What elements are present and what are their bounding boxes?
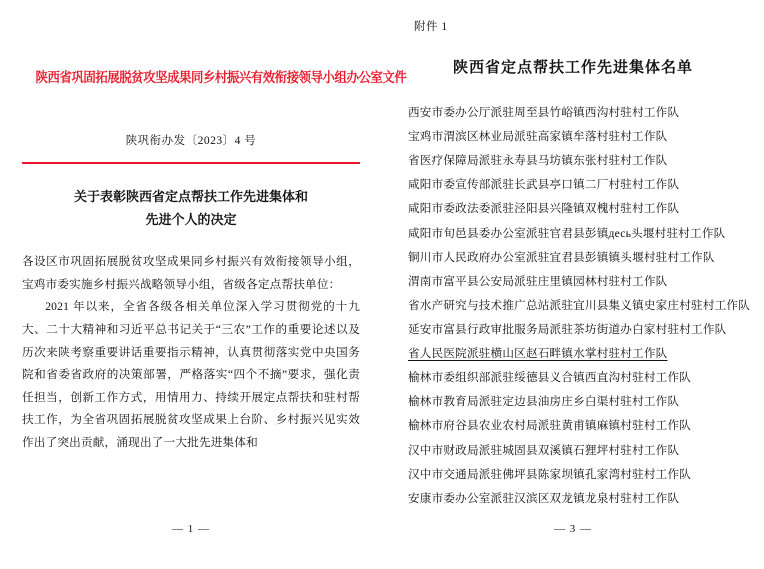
left-page-number: — 1 —: [172, 523, 210, 535]
red-header-title: 陕西省巩固拓展脱贫攻坚成果同乡村振兴有效衔接领导小组办公室文件: [35, 70, 407, 85]
list-item: 省人民医院派驻横山区赵石畔镇水掌村驻村工作队: [408, 347, 668, 361]
list-item: 榆林市委组织部派驻绥德县义合镇西直沟村驻村工作队: [408, 371, 692, 385]
attachment-label: 附件 1: [414, 21, 448, 33]
right-page-number: — 3 —: [554, 523, 592, 535]
body-paragraph-2: 2021 年以来，全省各级各相关单位深入学习贯彻党的十九大、二十大精神和习近平总书记关于“三农”工作的重要论述以及历次来陕考察重要讲话重要指示精神，认真贯彻落实党中央国务院和省委省政府的决策部署，严格落实“四个不摘”要求，强化责任担当，创新工作方式，用情用力、持续开展定点帮扶和驻村帮扶工作，为全省巩固拓展脱贫攻坚成果上台阶、乡村振兴见实效作出了突出贡献，涌现出了一大批先进集体和: [22, 300, 360, 450]
list-item: 汉中市财政局派驻城固县双溪镇石狸坪村驻村工作队: [408, 443, 680, 457]
body-paragraph-1: 各设区市巩固拓展脱贫攻坚成果同乡村振兴有效衔接领导小组，宝鸡市委实施乡村振兴战略领导小组，省级各定点帮扶单位：: [22, 255, 360, 291]
list-item: 宝鸡市渭滨区林业局派驻高家镇牟落村驻村工作队: [408, 130, 668, 144]
list-title: 陕西省定点帮扶工作先进集体名单: [452, 60, 693, 76]
document-number: 陕巩衔办发〔2023〕4 号: [125, 135, 257, 148]
list-item: 咸阳市旬邑县委办公室派驻官君县彭镇десь头堰村驻村工作队: [408, 226, 726, 240]
list-item: 延安市富县行政审批服务局派驻茶坊街道办白家村驻村工作队: [408, 322, 727, 336]
list-item: 省医疗保障局派驻永寿县马坊镇东张村驻村工作队: [408, 154, 668, 168]
decision-title-line1: 关于表彰陕西省定点帮扶工作先进集体和: [73, 188, 308, 204]
list-item: 汉中市交通局派驻佛坪县陈家坝镇孔家湾村驻村工作队: [408, 467, 692, 481]
list-item: 咸阳市委宣传部派驻长武县亭口镇二厂村驻村工作队: [408, 178, 680, 192]
document-body: [22, 251, 360, 454]
collective-name-list: [406, 101, 751, 511]
list-item: 咸阳市委政法委派驻泾阳县兴隆镇双槐村驻村工作队: [408, 202, 680, 216]
list-item: 安康市委办公室派驻汉滨区双龙镇龙泉村驻村工作队: [408, 491, 680, 505]
document-header: [22, 70, 407, 86]
list-item: 铜川市人民政府办公室派驻宜君县彭镇镇头堰村驻村工作队: [408, 250, 715, 264]
decision-title: [22, 186, 360, 232]
red-divider-rule: [22, 162, 360, 164]
list-item: 渭南市富平县公安局派驻庄里镇园林村驻村工作队: [408, 274, 668, 288]
list-item: 西安市委办公厅派驻周至县竹峪镇西沟村驻村工作队: [408, 106, 680, 119]
list-item: 榆林市府谷县农业农村局派驻黄甫镇麻镇村驻村工作队: [408, 419, 692, 433]
list-item: 榆林市教育局派驻定边县油房庄乡白渠村驻村工作队: [408, 395, 680, 409]
list-item: 省水产研究与技术推广总站派驻宜川县集义镇史家庄村驻村工作队: [408, 298, 751, 312]
right-page: [382, 0, 764, 569]
decision-title-line2: 先进个人的决定: [145, 211, 237, 227]
